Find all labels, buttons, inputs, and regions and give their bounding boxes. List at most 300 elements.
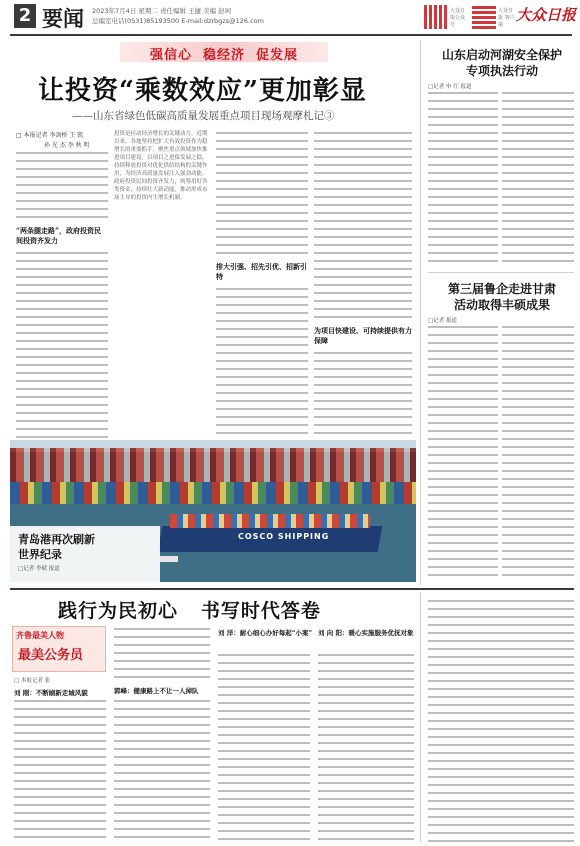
text-line [314, 352, 412, 354]
column-logo: 齐鲁最美人物 [16, 630, 64, 640]
lead-body-column-2: 投资是拉动经济增长的关键动力，近期以来，各地坚持把扩大有效投资作为稳增长的重要抓手，聚焦重点领域加快推进项目建设，以项目之进保发展之稳，持续释放投资对优化供给结构的关键作用，为经济高质量发展注入强劲动能。政府投资民间投资齐发力，统筹用好各类资金，持续壮大新动能，推动形成市场主导的投资内生增长机制。 [114, 131, 208, 201]
text-line [318, 830, 414, 832]
text-line [502, 542, 574, 544]
text-line [318, 678, 414, 680]
text-line [314, 292, 412, 294]
text-line [502, 550, 574, 552]
text-line [216, 408, 308, 410]
qr-caption-1: 大众日报公众号 [450, 8, 466, 28]
text-line [502, 398, 574, 400]
text-line [428, 840, 574, 842]
text-line [114, 788, 210, 790]
text-line [318, 686, 414, 688]
text-line [502, 92, 574, 94]
text-line [502, 486, 574, 488]
text-line [314, 164, 412, 166]
text-line [428, 236, 498, 238]
text-line [14, 780, 106, 782]
text-line [314, 180, 412, 182]
text-line [216, 432, 308, 434]
text-line [502, 390, 574, 392]
text-line [428, 566, 498, 568]
text-line [114, 644, 210, 646]
masthead-info-line-1: 2023年7月4日 星期二 责任编辑 王捷 美编 赵珂 [92, 7, 232, 15]
text-line [428, 640, 574, 642]
text-line [502, 502, 574, 504]
text-line [428, 728, 574, 730]
crane-row [10, 448, 416, 486]
text-line [314, 384, 412, 386]
text-line [314, 252, 412, 254]
text-line [14, 796, 106, 798]
text-line [16, 356, 108, 358]
text-line [428, 470, 498, 472]
text-line [216, 344, 308, 346]
text-line [14, 836, 106, 838]
text-line [14, 724, 106, 726]
text-line [428, 624, 574, 626]
text-line [114, 636, 210, 638]
text-line [16, 404, 108, 406]
text-line [218, 686, 310, 688]
text-line [114, 812, 210, 814]
text-line [218, 782, 310, 784]
text-line [14, 708, 106, 710]
text-line [428, 616, 574, 618]
text-line [114, 836, 210, 838]
text-line [216, 180, 308, 182]
text-line [428, 252, 498, 254]
text-line [318, 654, 414, 656]
text-line [16, 260, 108, 262]
text-line [428, 244, 498, 246]
text-line [502, 430, 574, 432]
text-line [314, 276, 412, 278]
text-line [502, 196, 574, 198]
lead-subheadline: ——山东省绿色低碳高质量发展重点项目现场观摩札记③ [72, 110, 335, 122]
text-line [218, 798, 310, 800]
text-line [502, 228, 574, 230]
text-line [314, 244, 412, 246]
text-line [428, 518, 498, 520]
text-line [428, 776, 574, 778]
text-line [314, 172, 412, 174]
text-line [114, 732, 210, 734]
text-line [314, 308, 412, 310]
text-line [218, 662, 310, 664]
text-line [114, 828, 210, 830]
text-line [216, 392, 308, 394]
text-line [16, 152, 108, 154]
text-line [502, 156, 574, 158]
text-line [216, 196, 308, 198]
text-line [216, 228, 308, 230]
text-line [216, 204, 308, 206]
text-line [428, 534, 498, 536]
lead-subhead-1: “两条腿走路”，政府投资民间投资齐发力 [16, 226, 102, 245]
bottom-headline: 践行为民初心 书写时代答卷 [58, 600, 321, 622]
lead-subhead-3: 为项目快建设、可持续提供有力保障 [314, 326, 412, 345]
text-line [318, 750, 414, 752]
text-line [502, 350, 574, 352]
text-line [428, 816, 574, 818]
text-line [314, 360, 412, 362]
text-line [16, 276, 108, 278]
text-line [502, 204, 574, 206]
text-line [216, 148, 308, 150]
text-line [502, 172, 574, 174]
bottom-byline: □ 本报记者 张 [14, 678, 51, 684]
text-line [428, 760, 574, 762]
text-line [502, 454, 574, 456]
text-line [16, 380, 108, 382]
text-line [114, 820, 210, 822]
text-line [216, 360, 308, 362]
text-line [218, 806, 310, 808]
text-line [314, 196, 412, 198]
text-line [502, 414, 574, 416]
container-stack [10, 482, 416, 504]
column-title: 最美公务员 [18, 648, 84, 663]
text-line [314, 188, 412, 190]
text-line [428, 374, 498, 376]
text-line [16, 340, 108, 342]
text-line [216, 244, 308, 246]
text-line [318, 718, 414, 720]
text-line [502, 124, 574, 126]
text-line [502, 374, 574, 376]
text-line [314, 228, 412, 230]
text-line [16, 268, 108, 270]
text-line [318, 710, 414, 712]
text-line [502, 366, 574, 368]
bottom-subhead-b: 刘 向 阳：暖心实施服务优抚对象 [318, 629, 414, 637]
text-line [428, 736, 574, 738]
text-line [502, 252, 574, 254]
text-line [428, 212, 498, 214]
text-line [428, 172, 498, 174]
text-line [114, 796, 210, 798]
text-line [314, 316, 412, 318]
text-line [502, 494, 574, 496]
text-line [428, 350, 498, 352]
newspaper-logo: 大众日报 [516, 6, 577, 24]
text-line [218, 742, 310, 744]
text-line [318, 758, 414, 760]
text-line [314, 156, 412, 158]
text-line [428, 446, 498, 448]
text-line [218, 790, 310, 792]
text-line [428, 792, 574, 794]
text-line [318, 766, 414, 768]
lead-byline: □ 本报记者 李剑桥 王 凯 [16, 132, 84, 139]
text-line [428, 648, 574, 650]
text-line [314, 220, 412, 222]
text-line [314, 284, 412, 286]
text-line [216, 336, 308, 338]
text-line [428, 784, 574, 786]
text-line [14, 812, 106, 814]
text-line [14, 772, 106, 774]
text-line [428, 454, 498, 456]
text-line [314, 300, 412, 302]
text-line [14, 828, 106, 830]
text-line [218, 774, 310, 776]
text-line [218, 830, 310, 832]
text-line [318, 742, 414, 744]
text-line [216, 416, 308, 418]
text-line [318, 806, 414, 808]
text-line [428, 438, 498, 440]
text-line [16, 412, 108, 414]
text-line [428, 228, 498, 230]
text-line [216, 188, 308, 190]
tugboat [160, 556, 178, 562]
text-line [16, 184, 108, 186]
text-line [218, 758, 310, 760]
text-line [218, 718, 310, 720]
text-line [502, 212, 574, 214]
lead-byline-2: 孙 光 杰 李 秋 明 [44, 142, 90, 149]
masthead-info-line-2: 总编室电话(0531)85193500 E-mail:dzrbgzs@126.com [92, 17, 264, 25]
text-line [314, 408, 412, 410]
text-line [428, 132, 498, 134]
text-line [216, 156, 308, 158]
lead-subhead-2: 排大引强、招先引优、招新引特 [216, 262, 307, 281]
text-line [216, 140, 308, 142]
side-story-1-headline-line-1: 山东启动河湖安全保护 [441, 48, 562, 62]
text-line [502, 574, 574, 576]
text-line [502, 334, 574, 336]
text-line [216, 384, 308, 386]
text-line [428, 608, 574, 610]
text-line [502, 462, 574, 464]
text-line [114, 668, 210, 670]
text-line [428, 574, 498, 576]
side-story-2-headline-line-2: 活动取得丰硕成果 [453, 298, 550, 312]
text-line [16, 308, 108, 310]
text-line [16, 420, 108, 422]
text-line [314, 376, 412, 378]
text-line [428, 752, 574, 754]
text-line [428, 140, 498, 142]
text-line [16, 348, 108, 350]
qr-caption-2: 大众日报 客户端 [498, 8, 515, 28]
text-line [502, 526, 574, 528]
text-line [218, 838, 310, 840]
side-divider [428, 272, 574, 273]
text-line [318, 662, 414, 664]
text-line [428, 342, 498, 344]
text-line [16, 292, 108, 294]
text-line [16, 168, 108, 170]
text-line [16, 388, 108, 390]
text-line [428, 180, 498, 182]
text-line [428, 696, 574, 698]
photo-caption-title: 青岛港再次刷新世界纪录 [18, 533, 95, 561]
text-line [502, 180, 574, 182]
slogan-text: 强信心 稳经济 促发展 [149, 48, 299, 63]
text-line [14, 740, 106, 742]
bottom-column-divider [420, 592, 421, 842]
text-line [428, 688, 574, 690]
text-line [502, 382, 574, 384]
text-line [14, 700, 106, 702]
text-line [428, 398, 498, 400]
text-line [216, 236, 308, 238]
text-line [428, 382, 498, 384]
text-line [216, 376, 308, 378]
text-line [216, 220, 308, 222]
text-line [502, 518, 574, 520]
text-line [428, 478, 498, 480]
text-line [318, 822, 414, 824]
text-line [428, 494, 498, 496]
bottom-subhead-d: 郭峰：健康路上不让一人掉队 [114, 687, 199, 695]
text-line [216, 252, 308, 254]
text-line [314, 140, 412, 142]
text-line [428, 430, 498, 432]
text-line [318, 782, 414, 784]
text-line [14, 716, 106, 718]
text-line [318, 726, 414, 728]
text-line [218, 710, 310, 712]
text-line [502, 510, 574, 512]
text-line [502, 406, 574, 408]
ship-deck [170, 514, 370, 528]
text-line [428, 632, 574, 634]
text-line [428, 720, 574, 722]
text-line [318, 798, 414, 800]
text-line [502, 116, 574, 118]
text-line [318, 734, 414, 736]
text-line [428, 422, 498, 424]
text-line [16, 300, 108, 302]
text-line [428, 486, 498, 488]
text-line [502, 438, 574, 440]
text-line [16, 428, 108, 430]
text-line [318, 838, 414, 840]
text-line [502, 244, 574, 246]
text-line [502, 148, 574, 150]
text-line [114, 716, 210, 718]
text-line [428, 664, 574, 666]
text-line [16, 200, 108, 202]
text-line [314, 260, 412, 262]
text-line [428, 326, 498, 328]
text-line [16, 216, 108, 218]
text-line [428, 526, 498, 528]
text-line [428, 800, 574, 802]
side-story-2-headline-line-1: 第三届鲁企走进甘肃 [447, 282, 556, 296]
text-line [428, 824, 574, 826]
side-story-2-byline: □记者 报道 [428, 318, 457, 324]
text-line [318, 790, 414, 792]
text-line [502, 132, 574, 134]
text-line [114, 756, 210, 758]
text-line [114, 780, 210, 782]
page-number: 2 [14, 4, 36, 28]
text-line [428, 196, 498, 198]
text-line [114, 764, 210, 766]
text-line [502, 220, 574, 222]
text-line [428, 680, 574, 682]
text-line [502, 470, 574, 472]
text-line [428, 220, 498, 222]
text-line [502, 478, 574, 480]
text-line [428, 204, 498, 206]
text-line [428, 100, 498, 102]
text-line [502, 446, 574, 448]
text-line [314, 148, 412, 150]
column-divider [420, 40, 421, 585]
text-line [14, 764, 106, 766]
lead-headline: 让投资“乘数效应”更加彰显 [38, 76, 367, 106]
text-line [218, 822, 310, 824]
text-line [216, 172, 308, 174]
qr-code-2 [472, 5, 496, 29]
text-line [218, 750, 310, 752]
text-line [14, 788, 106, 790]
text-line [114, 652, 210, 654]
port-photo [10, 440, 416, 582]
text-line [502, 108, 574, 110]
text-line [428, 148, 498, 150]
text-line [318, 774, 414, 776]
text-line [428, 502, 498, 504]
text-line [114, 660, 210, 662]
text-line [502, 358, 574, 360]
text-line [114, 748, 210, 750]
text-line [428, 542, 498, 544]
text-line [218, 814, 310, 816]
ship-name: COSCO SHIPPING [238, 532, 330, 541]
text-line [216, 164, 308, 166]
text-line [428, 672, 574, 674]
text-line [14, 732, 106, 734]
text-line [216, 328, 308, 330]
text-line [428, 462, 498, 464]
text-line [218, 670, 310, 672]
text-line [114, 804, 210, 806]
text-line [428, 260, 498, 262]
text-line [428, 156, 498, 158]
text-line [216, 288, 308, 290]
section-name: 要闻 [42, 6, 84, 31]
masthead-rule [10, 34, 572, 36]
text-line [218, 702, 310, 704]
text-line [16, 208, 108, 210]
text-line [318, 814, 414, 816]
text-line [14, 756, 106, 758]
text-line [114, 708, 210, 710]
text-line [502, 534, 574, 536]
text-line [314, 368, 412, 370]
text-line [502, 164, 574, 166]
text-line [216, 320, 308, 322]
text-line [16, 192, 108, 194]
text-line [218, 678, 310, 680]
text-line [314, 392, 412, 394]
bottom-divider [10, 588, 574, 590]
text-line [428, 92, 498, 94]
text-line [502, 342, 574, 344]
text-line [318, 670, 414, 672]
text-line [114, 628, 210, 630]
text-line [428, 164, 498, 166]
text-line [218, 734, 310, 736]
text-line [216, 352, 308, 354]
